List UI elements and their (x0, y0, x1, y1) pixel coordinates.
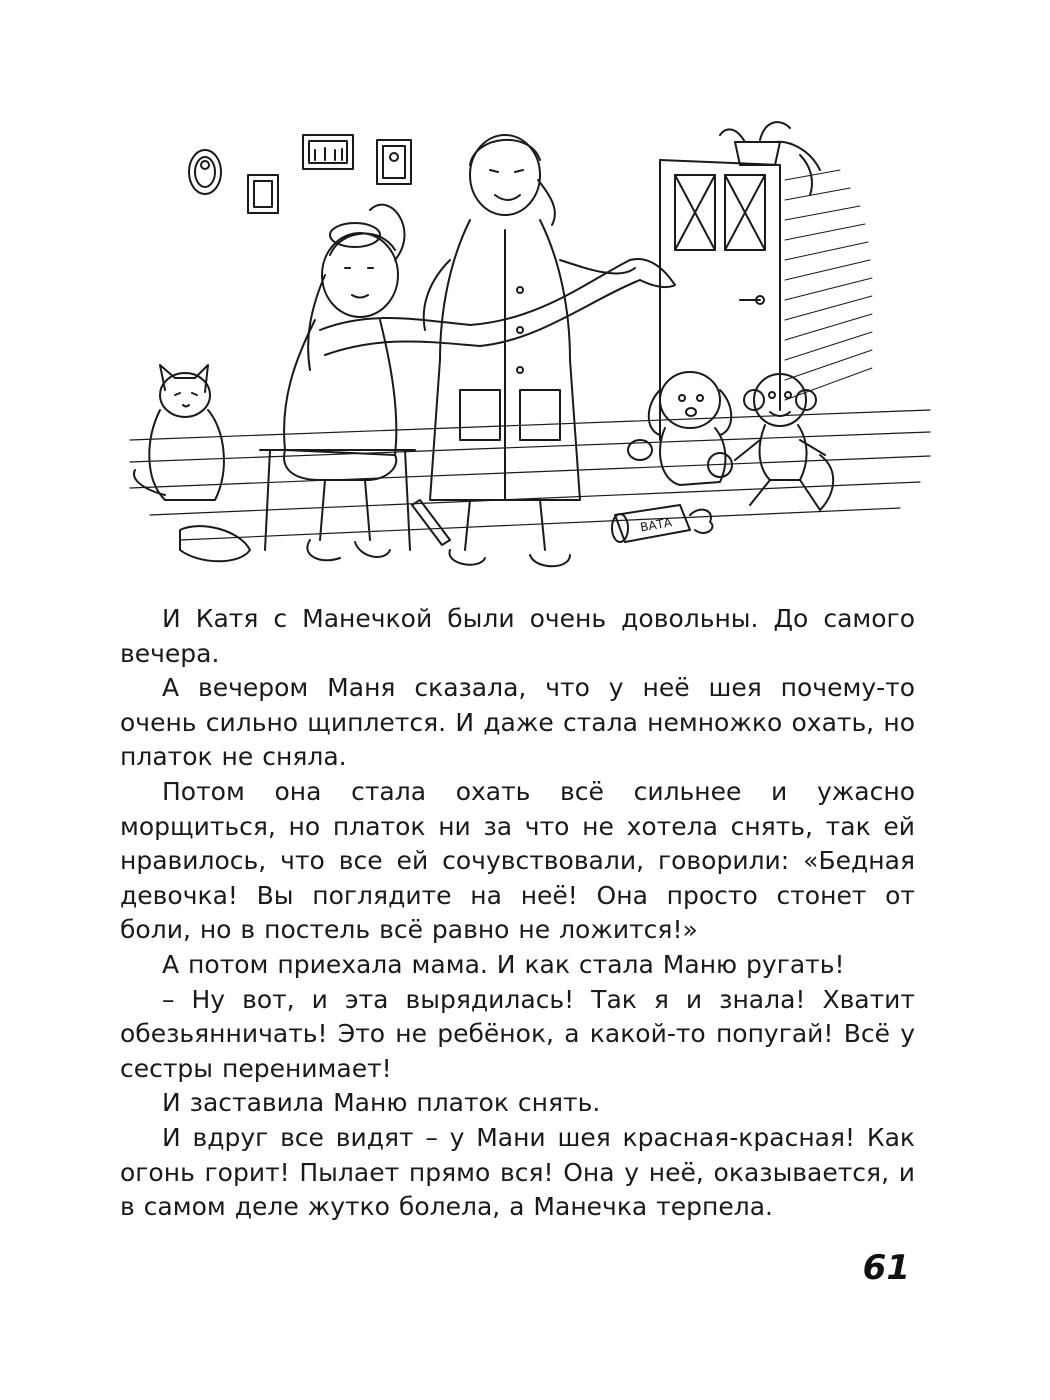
paragraph: А потом приехала мама. И как стала Маню ругать! (162, 949, 845, 979)
paragraph: И заставила Маню платок снять. (162, 1088, 601, 1118)
tube (412, 500, 450, 545)
plant-pot (720, 122, 820, 195)
paragraph: Потом она стала охать всё сильнее и ужасно морщиться, но платок ни за что не хотела снять, так ей нравилось, что все ей сочувствовали, говорили: «Бедная девочка! Вы поглядите на неё! Она просто стонет от боли, но в постель всё равно не ложится!» (120, 776, 915, 945)
paragraph: – Ну вот, и эта вырядилась! Так я и знала! Хватит обезьянничать! Это не ребёнок, а какой-то попугай! Всё у сестры перенимает! (120, 984, 915, 1083)
illustration (120, 110, 940, 585)
paragraph: А вечером Маня сказала, что у неё шея почему-то очень сильно щиплется. И даже стала немножко охать, но платок не сняла. (120, 673, 915, 772)
wall-hatching (785, 170, 872, 400)
story-text (120, 602, 915, 1225)
paragraph: И Катя с Манечкой были очень довольны. До самого вечера. (120, 604, 915, 668)
floor (130, 410, 930, 540)
packet-label: ВАТА (639, 515, 674, 535)
illustration-drawing (120, 110, 940, 585)
wall-picture-group (303, 135, 353, 169)
cat (134, 365, 224, 500)
wall-picture-small (248, 175, 278, 213)
paragraph: И вдруг все видят – у Мани шея красная-красная! Как огонь горит! Пылает прямо вся! Она у неё, оказывается, и в самом деле жутко болела, а Манечка терпела. (120, 1122, 915, 1222)
page-number: 61 (862, 1248, 910, 1288)
wall-picture-right (377, 140, 411, 184)
wall-portrait-oval (189, 150, 221, 194)
cotton-packet (612, 505, 712, 542)
slipper (180, 526, 250, 561)
